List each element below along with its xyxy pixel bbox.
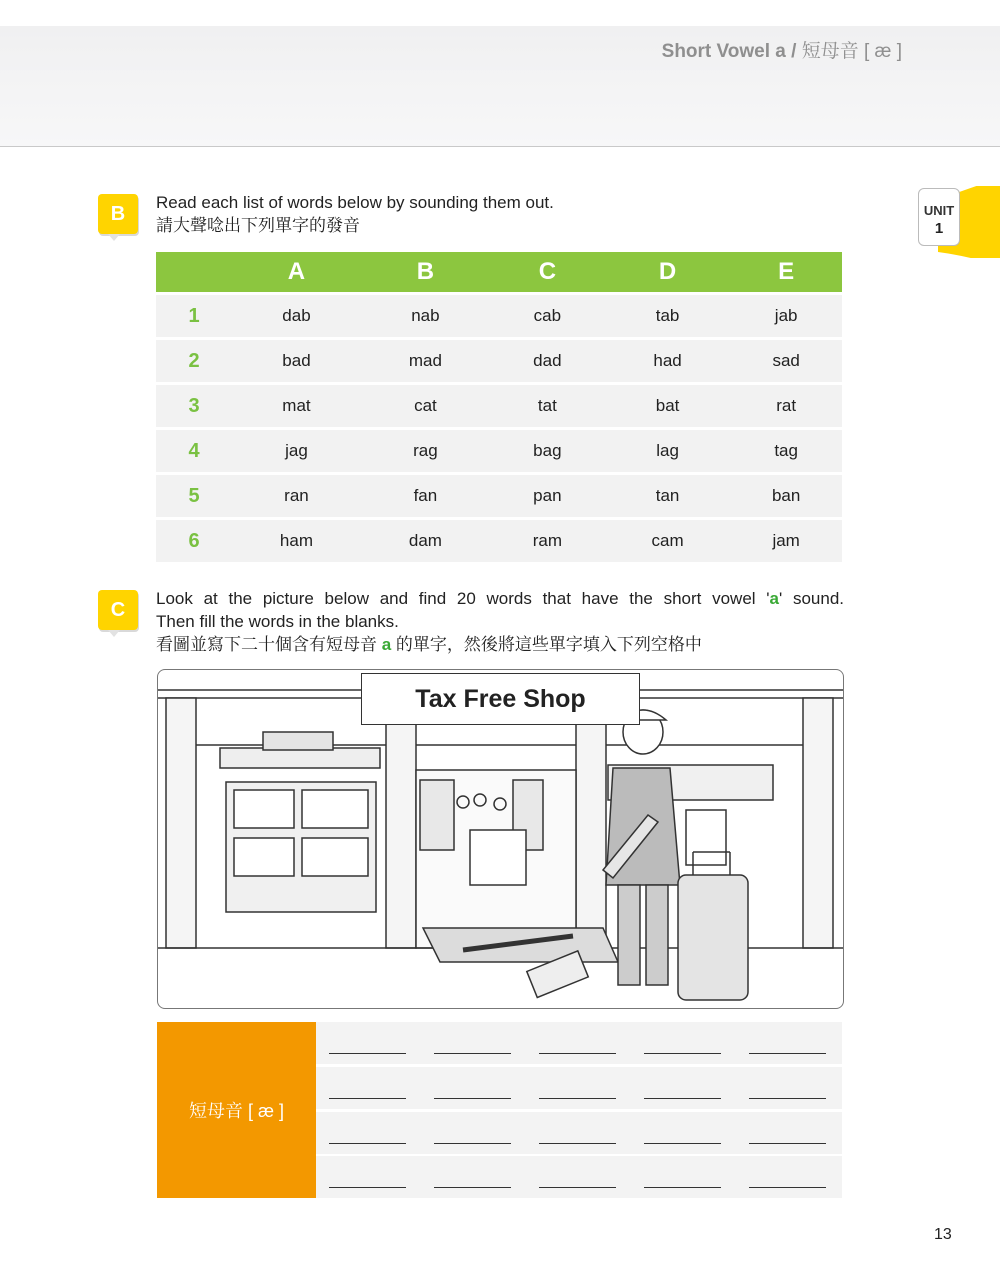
word-cell: tag <box>730 430 842 472</box>
header-title-cn: 短母音 [ æ ] <box>801 41 902 62</box>
section-b-instructions <box>156 191 554 237</box>
table-row <box>156 385 842 427</box>
answer-blank[interactable] <box>539 1186 616 1188</box>
instruction-text: 看圖並寫下二十個含有短母音 <box>156 635 382 654</box>
answer-blank[interactable] <box>329 1052 406 1054</box>
column-header: D <box>605 252 730 292</box>
word-cell: jab <box>730 295 842 337</box>
word-cell: ban <box>730 475 842 517</box>
word-cell: dam <box>361 520 490 562</box>
table-row <box>156 430 842 472</box>
column-header: C <box>490 252 605 292</box>
section-b-badge: B <box>98 194 138 234</box>
word-cell: jag <box>232 430 361 472</box>
word-cell: bat <box>605 385 730 427</box>
row-number: 3 <box>156 385 232 427</box>
unit-label-box <box>918 188 960 246</box>
instruction-text: Look at the picture below and find 20 words that have the short vowel ' <box>156 589 770 608</box>
instruction-highlight: a <box>381 635 392 654</box>
word-cell: had <box>605 340 730 382</box>
column-header: A <box>232 252 361 292</box>
answer-blank[interactable] <box>749 1097 826 1099</box>
answer-blank[interactable] <box>434 1142 511 1144</box>
word-cell: mat <box>232 385 361 427</box>
answer-category-label <box>157 1022 316 1198</box>
word-cell: rag <box>361 430 490 472</box>
word-cell: sad <box>730 340 842 382</box>
word-table-header <box>156 252 842 292</box>
word-cell: pan <box>490 475 605 517</box>
answer-blank[interactable] <box>644 1052 721 1054</box>
page-header-title <box>662 36 902 63</box>
answer-blank[interactable] <box>644 1186 721 1188</box>
table-row <box>156 340 842 382</box>
answer-blank[interactable] <box>749 1052 826 1054</box>
answer-blank[interactable] <box>539 1097 616 1099</box>
answer-blank[interactable] <box>749 1142 826 1144</box>
answer-blank[interactable] <box>329 1186 406 1188</box>
section-c-instructions <box>156 587 844 656</box>
word-cell: cat <box>361 385 490 427</box>
instruction-text: ' sound. <box>779 589 845 608</box>
instruction-text: 的單字，然後將這些單字填入下列空格中 <box>391 635 702 654</box>
row-number: 6 <box>156 520 232 562</box>
table-row <box>156 295 842 337</box>
shop-sign <box>361 673 640 725</box>
row-number: 5 <box>156 475 232 517</box>
unit-number: 1 <box>934 220 944 237</box>
section-b-instruction-cn: 請大聲唸出下列單字的發音 <box>156 216 360 235</box>
word-cell: tat <box>490 385 605 427</box>
word-cell: nab <box>361 295 490 337</box>
word-cell: mad <box>361 340 490 382</box>
answer-row <box>316 1112 842 1154</box>
answer-blank[interactable] <box>434 1052 511 1054</box>
word-cell: ram <box>490 520 605 562</box>
word-cell: tan <box>605 475 730 517</box>
column-header: B <box>361 252 490 292</box>
section-b-instruction-en: Read each list of words below by sounding them out. <box>156 193 554 212</box>
shop-illustration <box>157 669 844 1009</box>
word-cell: bad <box>232 340 361 382</box>
shop-sign-text: Tax Free Shop <box>415 685 586 713</box>
word-table <box>156 249 842 565</box>
section-c-instruction-en-1 <box>156 587 844 610</box>
word-cell: rat <box>730 385 842 427</box>
word-cell: ham <box>232 520 361 562</box>
answer-blank[interactable] <box>539 1142 616 1144</box>
answer-blank[interactable] <box>434 1186 511 1188</box>
answer-blank[interactable] <box>434 1097 511 1099</box>
word-cell: dad <box>490 340 605 382</box>
table-row <box>156 475 842 517</box>
instruction-highlight: a <box>769 589 779 608</box>
word-cell: fan <box>361 475 490 517</box>
table-row <box>156 520 842 562</box>
header-title-en: Short Vowel a / <box>661 41 797 62</box>
section-c-badge: C <box>98 590 138 630</box>
page-number: 13 <box>934 1226 952 1243</box>
row-number: 4 <box>156 430 232 472</box>
word-cell: jam <box>730 520 842 562</box>
header-cell-blank <box>156 252 232 292</box>
answer-blank[interactable] <box>539 1052 616 1054</box>
section-c-instruction-cn <box>156 633 844 656</box>
answer-blank[interactable] <box>644 1097 721 1099</box>
section-c-instruction-en-2: Then fill the words in the blanks. <box>156 612 399 631</box>
word-cell: cam <box>605 520 730 562</box>
unit-label: UNIT <box>923 203 955 218</box>
row-number: 1 <box>156 295 232 337</box>
answer-row <box>316 1156 842 1198</box>
word-cell: bag <box>490 430 605 472</box>
answer-blank[interactable] <box>644 1142 721 1144</box>
column-header: E <box>730 252 842 292</box>
answer-blank[interactable] <box>749 1186 826 1188</box>
answer-row <box>316 1022 842 1064</box>
row-number: 2 <box>156 340 232 382</box>
word-cell: ran <box>232 475 361 517</box>
word-cell: lag <box>605 430 730 472</box>
answer-blank[interactable] <box>329 1142 406 1144</box>
word-cell: tab <box>605 295 730 337</box>
answer-row <box>316 1067 842 1109</box>
answer-blank[interactable] <box>329 1097 406 1099</box>
word-cell: dab <box>232 295 361 337</box>
answer-label-text: 短母音 [ æ ] <box>188 1101 284 1121</box>
word-cell: cab <box>490 295 605 337</box>
